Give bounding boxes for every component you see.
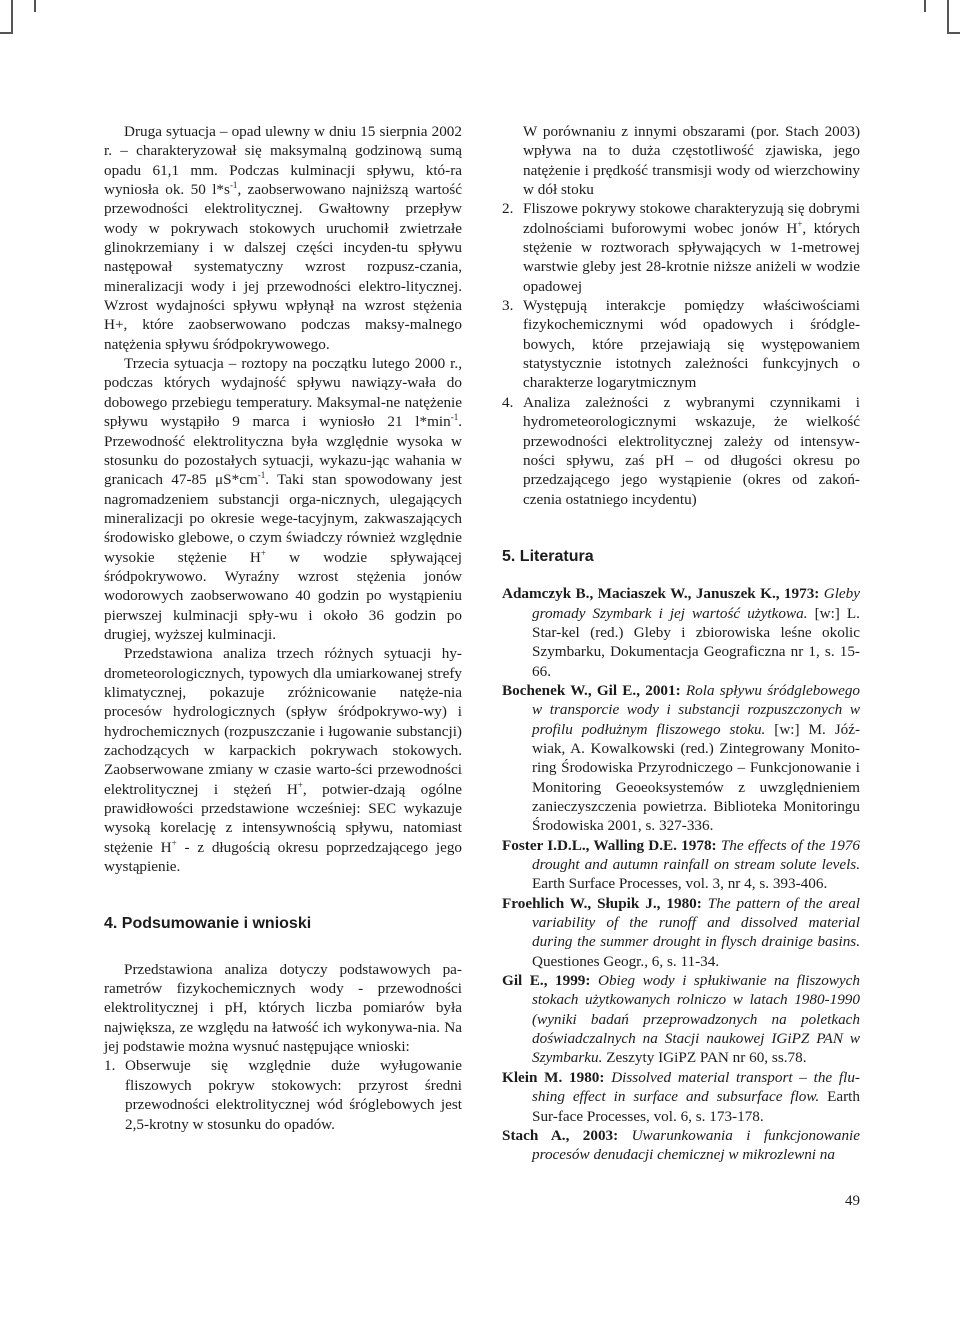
paragraph-third-situation: Trzecia sytuacja – roztopy na początku lutego 2000 r., podczas których wydajność spływu nawiązy-wała do dobowego przebiegu temperatury. Maksymal-ne natężenie spływu wystąpiło 9 marca i wyniosło 21 $l*\min^{-1}$. Przewodność elektrolityczna była względnie wysoka w stosunku do pozostałych sytuacji, wykazu-jąc wahania w granicach 47-85 $\mu S*cm^{-1}$. Taki stan spowodowany jest nagromadzeniem substancji orga-nicznych, ulegających mineralizacji po okresie wege-tacyjnym, zakwaszających środowisko glebowe, o czym świadczy również względnie wysokie stężenie H+ w wodzie spływającej śródpokrywowo. Wyraźny wzrost stężenia jonów wodorowych zaobserwowano 40 godzin po wystąpieniu pierwszej kulminacji spły-wu i około 36 godzin po drugiej, wyższej kulminacji.	[104, 355, 462, 643]
reference-item: Froehlich W., Słupik J., 1980: The pattern of the areal variability of the runoff and dissolved material during the summer drought in flysch drainige basins. Questiones Geogr., 6, s. 11-34.	[502, 894, 861, 970]
conclusions-list	[104, 1056, 462, 1133]
reference-item: Stach A., 2003: Uwarunkowania i funkcjonowanie procesów denudacji chemicznej w mikrozlewni na	[502, 1126, 860, 1164]
paragraph-conclusions-intro: Przedstawiona analiza dotyczy podstawowych pa-rametrów fizykochemicznych wody - przewodności elektrolitycznej i pH, których liczba pomiarów była największa, ze względu na łatwość ich wykonywa-nia. Na jej podstawie można wysnuć następujące wnioski:	[104, 960, 462, 1056]
reference-item: Klein M. 1980: Dissolved material transport – the flu-shing effect in surface and subsurface flow. Earth Sur-face Processes, vol. 6, s. 173-178.	[502, 1068, 860, 1125]
right-column	[502, 122, 860, 1165]
list-number: 1.	[104, 1057, 116, 1075]
list-number: 2.	[502, 200, 514, 218]
crop-mark-tl-v	[11, 0, 13, 34]
crop-mark-tr-v2	[924, 0, 926, 12]
reference-list	[502, 584, 860, 1164]
reference-item: Gil E., 1999: Obieg wody i spłukiwanie na fliszowych stokach użytkowanych rolniczo w latach 1980-1990 (wyniki badań przeprowadzonych na poletkach doświadczalnych na Stacji naukowej IGiPZ PAN w Szymbarku. Zeszyty IGiPZ PAN nr 60, ss.78.	[502, 972, 860, 1067]
crop-mark-tl-v2	[34, 0, 36, 12]
list-number: 4.	[502, 393, 514, 411]
crop-mark-tr-v	[947, 0, 949, 34]
conclusion-item-1-continued: W porównaniu z innymi obszarami (por. Stach 2003) wpływa na to duża częstotliwość zjawiska, jego natężenie i prędkość transmisji wody od wierzchowiny w dół stoku	[523, 123, 860, 199]
conclusion-item-2: 2. Fliszowe pokrywy stokowe charakteryzują się dobrymi zdolnościami buforowymi wobec jonów H+, których stężenie w roztworach spływających w 1-metrowej warstwie gleby jest 28-krotnie niższe aniżeli w wodzie opadowej	[502, 200, 860, 295]
section-heading-literature: 5. Literatura	[502, 547, 594, 565]
paragraph-analysis-summary: Przedstawiona analiza trzech różnych sytuacji hy-drometeorologicznych, typowych dla umiarkowanej strefy klimatycznej, pokazuje zróżnicowanie natęże-nia procesów hydrologicznych (spływ śródpokrywo-wy) i hydrochemicznych (rozpuszczanie i ługowanie substancji) zachodzących w karpackich pokrywach stokowych. Zaobserwowane zmiany w czasie warto-ści przewodności elektrolitycznej i stężeń H+, potwier-dzają ogólne prawidłowości przedstawione wcześniej: SEC wykazuje wysoką korelację z intensywnością spływu, natomiast stężenie H+ - z długością okresu poprzedzającego jego wystąpienie.	[104, 645, 463, 876]
conclusion-item-4: 4. Analiza zależności z wybranymi czynnikami i hydrometeorologicznymi wskazuje, że wielkość przewodności elektrolitycznej zależy od intensyw-ności spływu, zaś pH – od długości okresu po przedzającego jego wystąpienie (okres od zakoń-czenia ostatniego incydentu)	[502, 393, 860, 508]
list-number: 3.	[502, 297, 514, 315]
conclusion-item-3: 3. Występują interakcje pomiędzy właściwościami fizykochemicznymi wód opadowych i śródgle-bowych, które przejawiają się występowaniem statystycznie istotnych zależności funkcyjnych o charakterze logarytmicznym	[502, 297, 860, 392]
crop-mark-tl-h	[0, 32, 13, 34]
left-column	[104, 122, 462, 1134]
crop-mark-tr-h	[947, 32, 960, 34]
section-heading-conclusions: 4. Podsumowanie i wnioski	[104, 915, 312, 933]
reference-item: Foster I.D.L., Walling D.E. 1978: The effects of the 1976 drought and autumn rainfall on stream solute levels. Earth Surface Processes, vol. 3, nr 4, s. 393-406.	[502, 836, 861, 893]
conclusion-item-1: 1. Obserwuje się względnie duże wyługowanie fliszowych pokryw stokowych: przyrost średni przewodności elektrolitycznej wód śróglebowych jest 2,5-krotny w stosunku do opadów.	[104, 1057, 462, 1133]
conclusions-list-continued	[502, 122, 860, 509]
page-number: 49	[845, 1193, 860, 1209]
paragraph-second-situation: Druga sytuacja – opad ulewny w dniu 15 sierpnia 2002 r. – charakteryzował się maksymalną godzinową sumą opadu 61,1 mm. Podczas kulminacji spływu, któ-ra wyniosła ok. 50 $l*s^{-1}$, zaobserwowano najniższą wartość przewodności elektrolitycznej. Gwałtowny przepływ wody w pokrywach stokowych uruchomił zwietrzałe glinokrzemiany i w dalszej części incyden-tu spływu następował systematyczny wzrost rozpusz-czania, mineralizacji wody i jej przewodności elektro-litycznej. Wzrost wydajności spływu wpłynął na wzrost stężenia H+, które zaobserwowano podczas maksy-malnego natężenia spływu śródpokrywowego.	[104, 123, 462, 353]
reference-item: Bochenek W., Gil E., 2001: Rola spływu śródglebowego w transporcie wody i substancji rozpuszczonych w profilu podłużnym fliszowego stoku. [w:] M. Jóź-wiak, A. Kowalkowski (red.) Zintegrowany Monito-ring Środowiska Przyrodniczego – Funkcjonowanie i Monitoring Geoeoksystemów z uwzględnieniem zanieczyszczenia powietrza. Biblioteka Monitoringu Środowiska 2001, s. 327-336.	[502, 681, 861, 835]
reference-item: Adamczyk B., Maciaszek W., Januszek K., 1973: Gleby gromady Szymbark i jej wartość użytkowa. [w:] L. Star-kel (red.) Gleby i zbiorowiska leśne okolic Szymbarku, Dokumentacja Geograficzna nr 1, s. 15-66.	[502, 585, 860, 680]
